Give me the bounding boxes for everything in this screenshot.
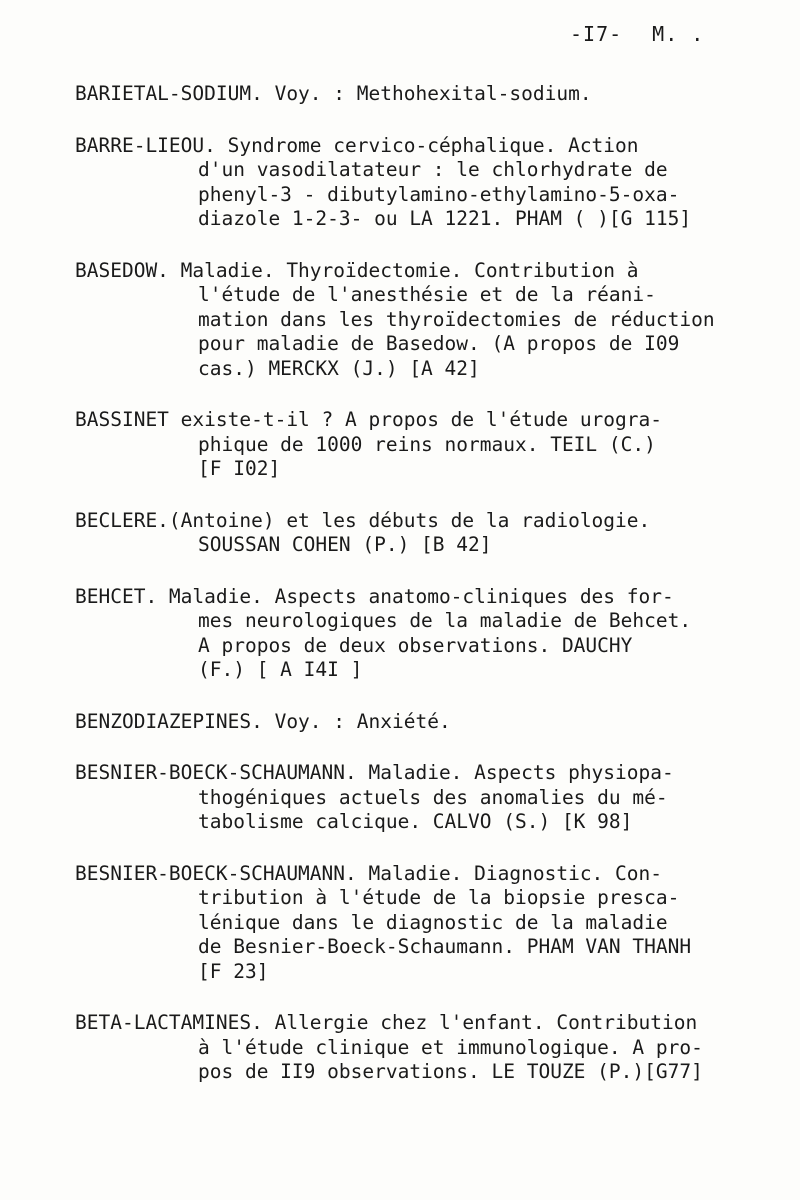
index-entry: [75, 710, 735, 735]
entry-continuation-line: A propos de deux observations. DAUCHY: [198, 633, 633, 657]
entry-continuation-line: phenyl-3 - dibutylamino-ethylamino-5-oxa-: [198, 182, 680, 206]
entry-continuation-line: de Besnier-Boeck-Schaumann. PHAM VAN THANH: [198, 935, 692, 958]
page-header: [570, 22, 704, 46]
index-entry: [75, 1011, 735, 1085]
entry-heading-line: BARIETAL-SODIUM. Voy. : Methohexital-sodium.: [75, 82, 592, 105]
entry-continuation-line: SOUSSAN COHEN (P.) [B 42]: [198, 533, 492, 556]
page-number: -I7-: [570, 22, 623, 46]
index-entry: [75, 585, 735, 683]
entry-heading-line: BECLERE.(Antoine) et les débuts de la radiologie.: [75, 508, 651, 532]
index-entry: [75, 761, 735, 835]
entry-continuation-line: pos de II9 observations. LE TOUZE (P.)[G77]: [198, 1060, 703, 1083]
index-entry: [75, 862, 735, 985]
entry-continuation-line: mation dans les thyroïdectomies de réduction: [198, 307, 715, 331]
entry-continuation-line: (F.) [ A I4I ]: [198, 658, 363, 681]
entry-continuation-line: [F I02]: [198, 457, 281, 480]
index-entry: [75, 134, 735, 232]
entry-continuation-line: d'un vasodilatateur : le chlorhydrate de: [198, 158, 668, 181]
entry-continuation-line: cas.) MERCKX (J.) [A 42]: [198, 356, 480, 380]
entry-heading-line: BEHCET. Maladie. Aspects anatomo-cliniques des for-: [75, 584, 674, 608]
index-entry: [75, 259, 735, 382]
entry-continuation-line: tribution à l'étude de la biopsie presca-: [198, 886, 680, 909]
entry-continuation-line: tabolisme calcique. CALVO (S.) [K 98]: [198, 810, 633, 833]
entry-heading-line: BASSINET existe-t-il ? A propos de l'étude urogra-: [75, 408, 662, 431]
entry-heading-line: BESNIER-BOECK-SCHAUMANN. Maladie. Diagnostic. Con-: [75, 861, 662, 885]
entry-continuation-line: à l'étude clinique et immunologique. A pro-: [198, 1035, 703, 1059]
entry-continuation-line: l'étude de l'anesthésie et de la réani-: [198, 283, 656, 306]
index-entry: [75, 82, 735, 107]
entry-continuation-line: diazole 1-2-3- ou LA 1221. PHAM ( )[G 115]: [198, 207, 692, 230]
index-entry: [75, 408, 735, 482]
index-entries: [75, 82, 735, 1112]
section-letter: M. .: [652, 22, 705, 46]
entry-heading-line: BENZODIAZEPINES. Voy. : Anxiété.: [75, 709, 451, 733]
entry-continuation-line: mes neurologiques de la maladie de Behcet.: [198, 609, 692, 632]
entry-heading-line: BESNIER-BOECK-SCHAUMANN. Maladie. Aspects physiopa-: [75, 761, 674, 784]
entry-continuation-line: thogéniques actuels des anomalies du mé-: [198, 785, 668, 809]
entry-heading-line: BASEDOW. Maladie. Thyroïdectomie. Contribution à: [75, 258, 639, 282]
index-entry: [75, 509, 735, 558]
entry-heading-line: BARRE-LIEOU. Syndrome cervico-céphalique. Action: [75, 133, 639, 157]
entry-heading-line: BETA-LACTAMINES. Allergie chez l'enfant. Contribution: [75, 1011, 698, 1034]
entry-continuation-line: [F 23]: [198, 959, 269, 983]
entry-continuation-line: lénique dans le diagnostic de la maladie: [198, 910, 668, 934]
entry-continuation-line: pour maladie de Basedow. (A propos de I09: [198, 332, 680, 355]
entry-continuation-line: phique de 1000 reins normaux. TEIL (C.): [198, 432, 656, 456]
